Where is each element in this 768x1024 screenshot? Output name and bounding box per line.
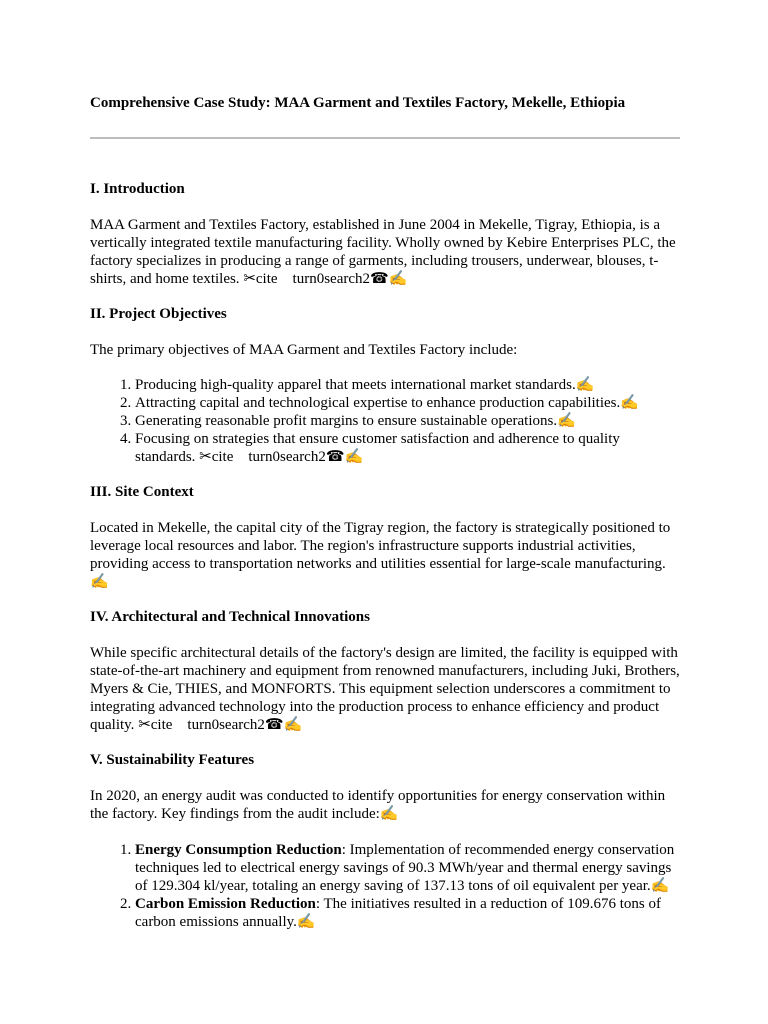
list-item-text: : The initiatives resulted in a reduction of 109.676 tons of carbon emissions annually.✍	[135, 896, 661, 930]
list-item: 1. Producing high-quality apparel that meets international market standards.✍	[135, 376, 680, 394]
citation-marker: ✂cite turn0search2☎✍	[243, 271, 408, 287]
list-item	[135, 430, 680, 466]
architecture-text: While specific architectural details of the factory's design are limited, the facility is equipped with state-of-the-art machinery and equipment from renowned manufacturers, including Juki, Brothers, Myers & Cie, THIES, and MONFORTS. This equipment selection underscores a commitment to integrating advanced technology into the production process to enhance efficiency and product quality.	[90, 645, 680, 733]
list-item	[135, 841, 680, 895]
document-body	[90, 94, 680, 931]
site-context-paragraph: Located in Mekelle, the capital city of the Tigray region, the factory is strategically positioned to leverage local resources and labor. The region's infrastructure supports industrial activities, providing access to transportation networks and utilities essential for large-scale manufacturing.✍	[90, 520, 671, 590]
list-item-text: : Implementation of recommended energy conservation techniques led to electrical energy savings of 90.3 MWh/year and thermal energy savings of 129.304 kl/year, totaling an energy saving of 137.13 tons of oil equivalent per year.✍	[135, 842, 675, 894]
list-item-text: Focusing on strategies that ensure customer satisfaction and adherence to quality standards.	[135, 431, 620, 465]
sustainability-list	[90, 841, 680, 931]
sustainability-paragraph: In 2020, an energy audit was conducted to identify opportunities for energy conservation within the factory. Key findings from the audit include:✍	[90, 788, 666, 822]
objectives-list	[90, 376, 680, 466]
list-item: 2. Attracting capital and technological expertise to enhance production capabilities.✍	[135, 394, 680, 412]
document-title: Comprehensive Case Study: MAA Garment and Textiles Factory, Mekelle, Ethiopia	[90, 95, 626, 111]
citation-marker: ✂cite turn0search2☎✍	[138, 717, 303, 733]
introduction-paragraph	[90, 216, 680, 288]
horizontal-rule	[90, 137, 680, 139]
list-item	[135, 895, 680, 931]
list-item-label: Carbon Emission Reduction	[135, 896, 316, 912]
introduction-text: MAA Garment and Textiles Factory, established in June 2004 in Mekelle, Tigray, Ethiopia, is a vertically integrated textile manufacturing facility. Wholly owned by Kebire Enterprises PLC, the factory specializes in producing a range of garments, including trousers, underwear, blouses, t-shirts, and home textiles.	[90, 217, 676, 287]
list-item-label: Energy Consumption Reduction	[135, 842, 342, 858]
section-heading-architecture: IV. Architectural and Technical Innovations	[90, 609, 370, 625]
section-heading-site-context: III. Site Context	[90, 484, 194, 500]
section-heading-introduction: I. Introduction	[90, 181, 185, 197]
section-heading-objectives: II. Project Objectives	[90, 306, 227, 322]
citation-marker: ✂cite turn0search2☎✍	[199, 449, 364, 465]
list-item: 3. Generating reasonable profit margins to ensure sustainable operations.✍	[135, 412, 680, 430]
objectives-lead: The primary objectives of MAA Garment and Textiles Factory include:	[90, 342, 518, 358]
section-heading-sustainability: V. Sustainability Features	[90, 752, 255, 768]
architecture-paragraph	[90, 644, 680, 734]
